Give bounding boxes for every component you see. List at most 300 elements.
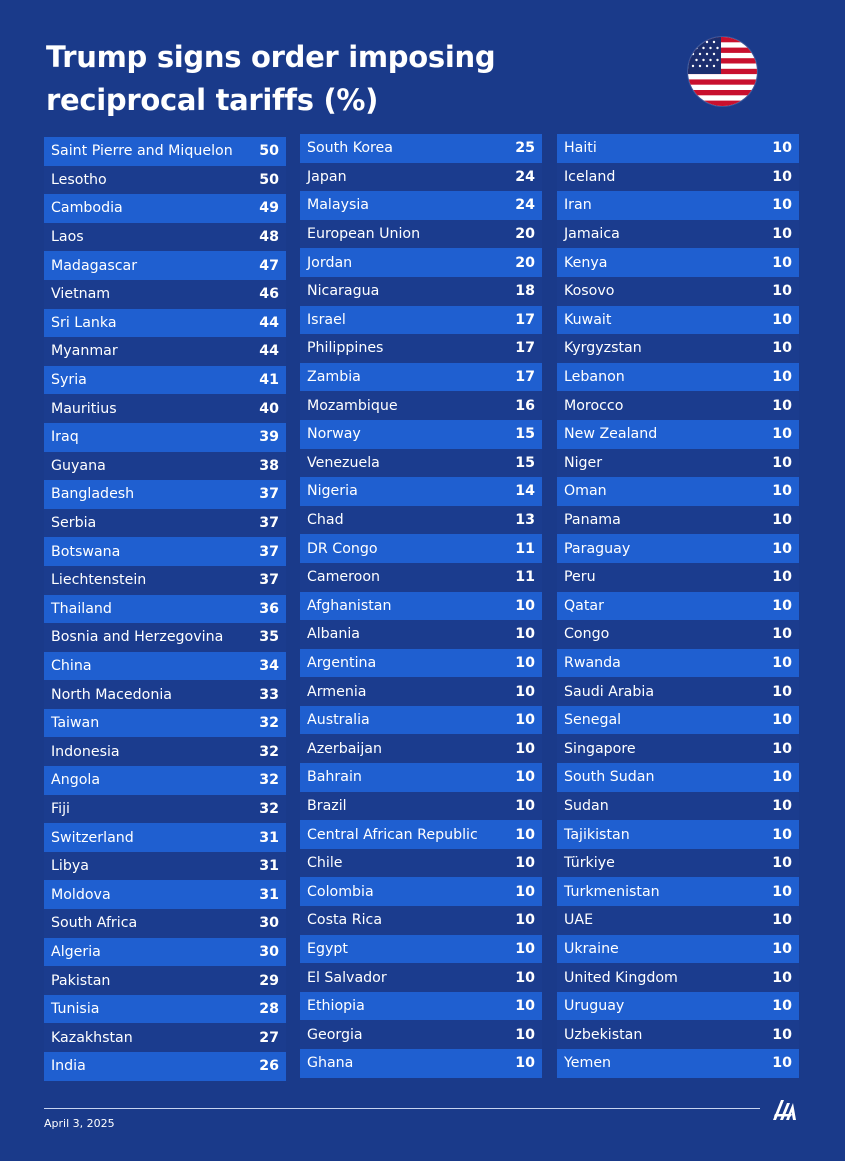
tariff-row bbox=[44, 852, 286, 881]
country-name: Chad bbox=[307, 512, 344, 529]
tariff-column-3 bbox=[557, 134, 799, 1078]
tariff-value: 10 bbox=[515, 740, 535, 757]
country-name: Jamaica bbox=[564, 226, 620, 243]
country-name: Iraq bbox=[51, 429, 79, 446]
tariff-value: 10 bbox=[772, 540, 792, 557]
country-name: Vietnam bbox=[51, 286, 111, 303]
tariff-value: 14 bbox=[515, 483, 535, 500]
tariff-row bbox=[300, 420, 542, 449]
tariff-row bbox=[44, 423, 286, 452]
tariff-row bbox=[557, 706, 799, 735]
country-name: Saint Pierre and Miquelon bbox=[51, 143, 233, 160]
tariff-value: 10 bbox=[772, 740, 792, 757]
tariff-row bbox=[300, 620, 542, 649]
tariff-value: 10 bbox=[515, 855, 535, 872]
tariff-row bbox=[44, 823, 286, 852]
tariff-row bbox=[44, 223, 286, 252]
tariff-value: 32 bbox=[259, 715, 279, 732]
country-name: Serbia bbox=[51, 515, 97, 532]
tariff-row bbox=[557, 506, 799, 535]
tariff-row bbox=[44, 166, 286, 195]
tariff-row bbox=[557, 906, 799, 935]
tariff-row bbox=[557, 820, 799, 849]
country-name: South Korea bbox=[307, 140, 393, 157]
tariff-row bbox=[44, 880, 286, 909]
tariff-value: 37 bbox=[259, 515, 279, 532]
tariff-value: 50 bbox=[259, 171, 279, 188]
country-name: Panama bbox=[564, 512, 621, 529]
tariff-row bbox=[44, 480, 286, 509]
country-name: Kyrgyzstan bbox=[564, 340, 642, 357]
tariff-value: 10 bbox=[772, 140, 792, 157]
country-name: Central African Republic bbox=[307, 826, 478, 843]
country-name: Kosovo bbox=[564, 283, 615, 300]
country-name: Saudi Arabia bbox=[564, 683, 655, 700]
tariff-value: 10 bbox=[515, 883, 535, 900]
tariff-value: 10 bbox=[515, 712, 535, 729]
tariff-row bbox=[44, 366, 286, 395]
country-name: Madagascar bbox=[51, 257, 138, 274]
tariff-row bbox=[44, 909, 286, 938]
tariff-value: 32 bbox=[259, 800, 279, 817]
tariff-value: 10 bbox=[515, 626, 535, 643]
tariff-row bbox=[557, 277, 799, 306]
country-name: Peru bbox=[564, 569, 596, 586]
tariff-value: 30 bbox=[259, 915, 279, 932]
tariff-value: 10 bbox=[515, 654, 535, 671]
tariff-value: 10 bbox=[772, 454, 792, 471]
tariff-row bbox=[44, 566, 286, 595]
tariff-value: 30 bbox=[259, 943, 279, 960]
tariff-value: 10 bbox=[772, 340, 792, 357]
tariff-row bbox=[44, 737, 286, 766]
country-name: China bbox=[51, 657, 92, 674]
country-name: Moldova bbox=[51, 886, 111, 903]
country-name: Bahrain bbox=[307, 769, 362, 786]
country-name: Ukraine bbox=[564, 940, 619, 957]
tariff-row bbox=[557, 734, 799, 763]
tariff-value: 28 bbox=[259, 1001, 279, 1018]
tariff-row bbox=[557, 134, 799, 163]
tariff-row bbox=[300, 248, 542, 277]
country-name: Guyana bbox=[51, 457, 106, 474]
tariff-value: 10 bbox=[772, 626, 792, 643]
tariff-value: 10 bbox=[515, 1026, 535, 1043]
country-name: Liechtenstein bbox=[51, 572, 147, 589]
country-name: Turkmenistan bbox=[564, 883, 660, 900]
country-name: Armenia bbox=[307, 683, 367, 700]
title-line-1: Trump signs order imposing bbox=[46, 40, 496, 74]
tariff-row bbox=[44, 652, 286, 681]
tariff-value: 13 bbox=[515, 512, 535, 529]
tariff-value: 27 bbox=[259, 1029, 279, 1046]
country-name: Nigeria bbox=[307, 483, 358, 500]
tariff-row bbox=[300, 563, 542, 592]
tariff-value: 20 bbox=[515, 226, 535, 243]
tariff-row bbox=[300, 220, 542, 249]
country-name: Niger bbox=[564, 454, 603, 471]
tariff-row bbox=[300, 677, 542, 706]
country-name: Egypt bbox=[307, 940, 348, 957]
tariff-value: 47 bbox=[259, 257, 279, 274]
tariff-value: 10 bbox=[515, 969, 535, 986]
tariff-value: 17 bbox=[515, 340, 535, 357]
tariff-row bbox=[300, 877, 542, 906]
tariff-row bbox=[300, 763, 542, 792]
country-name: Algeria bbox=[51, 943, 101, 960]
country-name: Kazakhstan bbox=[51, 1029, 133, 1046]
tariff-value: 10 bbox=[772, 969, 792, 986]
country-name: Angola bbox=[51, 772, 101, 789]
country-name: Philippines bbox=[307, 340, 384, 357]
tariff-value: 18 bbox=[515, 283, 535, 300]
country-name: Syria bbox=[51, 372, 87, 389]
tariff-value: 10 bbox=[772, 883, 792, 900]
tariff-column-2 bbox=[300, 134, 542, 1078]
country-name: Afghanistan bbox=[307, 597, 392, 614]
tariff-column-1 bbox=[44, 137, 286, 1081]
tariff-value: 10 bbox=[772, 512, 792, 529]
tariff-value: 11 bbox=[515, 569, 535, 586]
tariff-value: 10 bbox=[772, 1026, 792, 1043]
tariff-row bbox=[44, 595, 286, 624]
tariff-value: 37 bbox=[259, 486, 279, 503]
country-name: Lesotho bbox=[51, 171, 107, 188]
country-name: Laos bbox=[51, 229, 84, 246]
tariff-row bbox=[557, 420, 799, 449]
tariff-value: 10 bbox=[772, 797, 792, 814]
country-name: Cambodia bbox=[51, 200, 123, 217]
country-name: United Kingdom bbox=[564, 969, 678, 986]
country-name: Lebanon bbox=[564, 369, 625, 386]
tariff-value: 10 bbox=[772, 369, 792, 386]
tariff-value: 32 bbox=[259, 743, 279, 760]
tariff-row bbox=[557, 792, 799, 821]
tariff-row bbox=[557, 963, 799, 992]
tariff-row bbox=[557, 649, 799, 678]
tariff-value: 10 bbox=[772, 397, 792, 414]
tariff-row bbox=[557, 220, 799, 249]
tariff-row bbox=[557, 563, 799, 592]
country-name: Jordan bbox=[307, 254, 353, 271]
tariff-row bbox=[300, 363, 542, 392]
country-name: Malaysia bbox=[307, 197, 369, 214]
tariff-row bbox=[557, 677, 799, 706]
tariff-value: 31 bbox=[259, 858, 279, 875]
tariff-row bbox=[300, 506, 542, 535]
tariff-row bbox=[300, 277, 542, 306]
tariff-row bbox=[300, 935, 542, 964]
country-name: Pakistan bbox=[51, 972, 111, 989]
tariff-value: 44 bbox=[259, 314, 279, 331]
tariff-value: 31 bbox=[259, 829, 279, 846]
country-name: Mozambique bbox=[307, 397, 398, 414]
country-name: Georgia bbox=[307, 1026, 363, 1043]
tariff-value: 10 bbox=[772, 168, 792, 185]
tariff-value: 41 bbox=[259, 372, 279, 389]
tariff-row bbox=[44, 995, 286, 1024]
country-name: Tunisia bbox=[51, 1001, 100, 1018]
page-title bbox=[46, 36, 606, 122]
country-name: Venezuela bbox=[307, 454, 380, 471]
title-line-2: reciprocal tariffs (%) bbox=[46, 83, 379, 117]
tariff-row bbox=[557, 306, 799, 335]
tariff-value: 10 bbox=[772, 311, 792, 328]
tariff-value: 38 bbox=[259, 457, 279, 474]
tariff-row bbox=[44, 137, 286, 166]
tariff-value: 10 bbox=[772, 197, 792, 214]
country-name: Australia bbox=[307, 712, 370, 729]
tariff-row bbox=[44, 680, 286, 709]
tariff-row bbox=[300, 649, 542, 678]
country-name: Brazil bbox=[307, 797, 347, 814]
tariff-row bbox=[300, 449, 542, 478]
country-name: New Zealand bbox=[564, 426, 658, 443]
tariff-row bbox=[44, 309, 286, 338]
tariff-row bbox=[557, 449, 799, 478]
tariff-value: 10 bbox=[772, 569, 792, 586]
country-name: Zambia bbox=[307, 369, 361, 386]
country-name: Costa Rica bbox=[307, 912, 383, 929]
tariff-row bbox=[44, 795, 286, 824]
tariff-row bbox=[557, 849, 799, 878]
tariff-row bbox=[300, 906, 542, 935]
tariff-value: 31 bbox=[259, 886, 279, 903]
tariff-row bbox=[557, 248, 799, 277]
tariff-row bbox=[300, 963, 542, 992]
tariff-row bbox=[300, 1049, 542, 1078]
country-name: Uruguay bbox=[564, 998, 625, 1015]
tariff-row bbox=[300, 820, 542, 849]
tariff-value: 10 bbox=[772, 654, 792, 671]
country-name: Tajikistan bbox=[564, 826, 630, 843]
country-name: Singapore bbox=[564, 740, 636, 757]
country-name: India bbox=[51, 1058, 86, 1075]
tariff-value: 37 bbox=[259, 543, 279, 560]
tariff-row bbox=[300, 1020, 542, 1049]
tariff-value: 10 bbox=[772, 1055, 792, 1072]
country-name: DR Congo bbox=[307, 540, 378, 557]
tariff-row bbox=[300, 734, 542, 763]
tariff-row bbox=[44, 280, 286, 309]
tariff-row bbox=[44, 194, 286, 223]
publication-date: April 3, 2025 bbox=[44, 1117, 115, 1130]
tariff-value: 20 bbox=[515, 254, 535, 271]
tariff-value: 10 bbox=[515, 797, 535, 814]
tariff-value: 10 bbox=[772, 855, 792, 872]
tariff-value: 40 bbox=[259, 400, 279, 417]
tariff-value: 10 bbox=[772, 912, 792, 929]
aa-logo-icon bbox=[770, 1095, 798, 1123]
tariff-value: 10 bbox=[515, 1055, 535, 1072]
tariff-row bbox=[300, 391, 542, 420]
tariff-row bbox=[44, 1052, 286, 1081]
country-name: Kuwait bbox=[564, 311, 612, 328]
tariff-row bbox=[300, 477, 542, 506]
country-name: Paraguay bbox=[564, 540, 631, 557]
tariff-row bbox=[300, 992, 542, 1021]
tariff-value: 10 bbox=[772, 826, 792, 843]
tariff-row bbox=[44, 938, 286, 967]
tariff-row bbox=[557, 620, 799, 649]
tariff-value: 10 bbox=[772, 940, 792, 957]
tariff-value: 46 bbox=[259, 286, 279, 303]
country-name: Libya bbox=[51, 858, 89, 875]
country-name: Sri Lanka bbox=[51, 314, 117, 331]
tariff-value: 26 bbox=[259, 1058, 279, 1075]
country-name: Iceland bbox=[564, 168, 616, 185]
tariff-value: 10 bbox=[772, 769, 792, 786]
tariff-value: 24 bbox=[515, 197, 535, 214]
tariff-value: 17 bbox=[515, 369, 535, 386]
tariff-value: 10 bbox=[772, 283, 792, 300]
country-name: Norway bbox=[307, 426, 361, 443]
country-name: Senegal bbox=[564, 712, 622, 729]
tariff-row bbox=[557, 992, 799, 1021]
country-name: Azerbaijan bbox=[307, 740, 382, 757]
country-name: Morocco bbox=[564, 397, 624, 414]
country-name: Rwanda bbox=[564, 654, 621, 671]
us-flag-icon bbox=[688, 37, 757, 106]
tariff-value: 50 bbox=[259, 143, 279, 160]
tariff-value: 24 bbox=[515, 168, 535, 185]
country-name: North Macedonia bbox=[51, 686, 172, 703]
tariff-row bbox=[44, 337, 286, 366]
tariff-value: 10 bbox=[515, 998, 535, 1015]
country-name: Oman bbox=[564, 483, 607, 500]
country-name: Israel bbox=[307, 311, 346, 328]
tariff-value: 10 bbox=[772, 254, 792, 271]
tariff-row bbox=[300, 334, 542, 363]
country-name: Bangladesh bbox=[51, 486, 135, 503]
tariff-value: 10 bbox=[515, 826, 535, 843]
tariff-row bbox=[300, 134, 542, 163]
tariff-row bbox=[44, 537, 286, 566]
tariff-row bbox=[557, 363, 799, 392]
tariff-value: 10 bbox=[772, 426, 792, 443]
country-name: El Salvador bbox=[307, 969, 387, 986]
country-name: Sudan bbox=[564, 797, 609, 814]
tariff-value: 16 bbox=[515, 397, 535, 414]
tariff-value: 39 bbox=[259, 429, 279, 446]
country-name: Taiwan bbox=[51, 715, 100, 732]
tariff-row bbox=[300, 191, 542, 220]
country-name: Congo bbox=[564, 626, 610, 643]
country-name: Haiti bbox=[564, 140, 597, 157]
tariff-row bbox=[557, 763, 799, 792]
tariff-value: 36 bbox=[259, 600, 279, 617]
tariff-row bbox=[557, 534, 799, 563]
tariff-value: 10 bbox=[515, 940, 535, 957]
country-name: Ethiopia bbox=[307, 998, 365, 1015]
tariff-row bbox=[44, 766, 286, 795]
country-name: Qatar bbox=[564, 597, 604, 614]
country-name: Argentina bbox=[307, 654, 377, 671]
country-name: South Africa bbox=[51, 915, 138, 932]
country-name: Botswana bbox=[51, 543, 121, 560]
footer-divider bbox=[44, 1108, 760, 1109]
tariff-value: 29 bbox=[259, 972, 279, 989]
country-name: Colombia bbox=[307, 883, 374, 900]
tariff-row bbox=[557, 592, 799, 621]
country-name: Iran bbox=[564, 197, 592, 214]
tariff-value: 10 bbox=[772, 683, 792, 700]
tariff-value: 10 bbox=[772, 226, 792, 243]
tariff-row bbox=[44, 623, 286, 652]
tariff-value: 10 bbox=[515, 683, 535, 700]
tariff-row bbox=[44, 509, 286, 538]
country-name: Uzbekistan bbox=[564, 1026, 643, 1043]
tariff-value: 10 bbox=[772, 712, 792, 729]
tariff-value: 10 bbox=[772, 483, 792, 500]
tariff-row bbox=[300, 163, 542, 192]
tariff-value: 15 bbox=[515, 454, 535, 471]
tariff-row bbox=[44, 966, 286, 995]
tariff-row bbox=[557, 877, 799, 906]
tariff-row bbox=[557, 334, 799, 363]
country-name: Indonesia bbox=[51, 743, 120, 760]
country-name: Mauritius bbox=[51, 400, 117, 417]
tariff-value: 10 bbox=[772, 597, 792, 614]
tariff-row bbox=[44, 709, 286, 738]
country-name: Myanmar bbox=[51, 343, 118, 360]
tariff-row bbox=[557, 391, 799, 420]
country-name: Albania bbox=[307, 626, 360, 643]
tariff-row bbox=[44, 1023, 286, 1052]
country-name: European Union bbox=[307, 226, 421, 243]
tariff-row bbox=[300, 849, 542, 878]
tariff-row bbox=[557, 163, 799, 192]
country-name: Thailand bbox=[51, 600, 112, 617]
country-name: Nicaragua bbox=[307, 283, 380, 300]
country-name: Ghana bbox=[307, 1055, 354, 1072]
country-name: Kenya bbox=[564, 254, 608, 271]
tariff-row bbox=[300, 592, 542, 621]
tariff-value: 17 bbox=[515, 311, 535, 328]
tariff-value: 34 bbox=[259, 657, 279, 674]
country-name: Türkiye bbox=[564, 855, 615, 872]
tariff-row bbox=[44, 394, 286, 423]
tariff-value: 25 bbox=[515, 140, 535, 157]
tariff-value: 32 bbox=[259, 772, 279, 789]
tariff-row bbox=[557, 1049, 799, 1078]
tariff-value: 37 bbox=[259, 572, 279, 589]
country-name: Cameroon bbox=[307, 569, 381, 586]
tariff-row bbox=[557, 477, 799, 506]
tariff-row bbox=[44, 251, 286, 280]
tariff-value: 33 bbox=[259, 686, 279, 703]
country-name: South Sudan bbox=[564, 769, 655, 786]
tariff-row bbox=[557, 191, 799, 220]
tariff-value: 10 bbox=[515, 769, 535, 786]
country-name: UAE bbox=[564, 912, 594, 929]
country-name: Fiji bbox=[51, 800, 70, 817]
tariff-value: 10 bbox=[515, 597, 535, 614]
tariff-row bbox=[44, 452, 286, 481]
tariff-value: 44 bbox=[259, 343, 279, 360]
tariff-row bbox=[300, 792, 542, 821]
tariff-value: 10 bbox=[515, 912, 535, 929]
tariff-value: 10 bbox=[772, 998, 792, 1015]
tariff-value: 11 bbox=[515, 540, 535, 557]
tariff-value: 48 bbox=[259, 229, 279, 246]
tariff-value: 15 bbox=[515, 426, 535, 443]
tariff-row bbox=[300, 706, 542, 735]
tariff-row bbox=[300, 534, 542, 563]
tariff-row bbox=[557, 1020, 799, 1049]
tariff-row bbox=[300, 306, 542, 335]
tariff-row bbox=[557, 935, 799, 964]
